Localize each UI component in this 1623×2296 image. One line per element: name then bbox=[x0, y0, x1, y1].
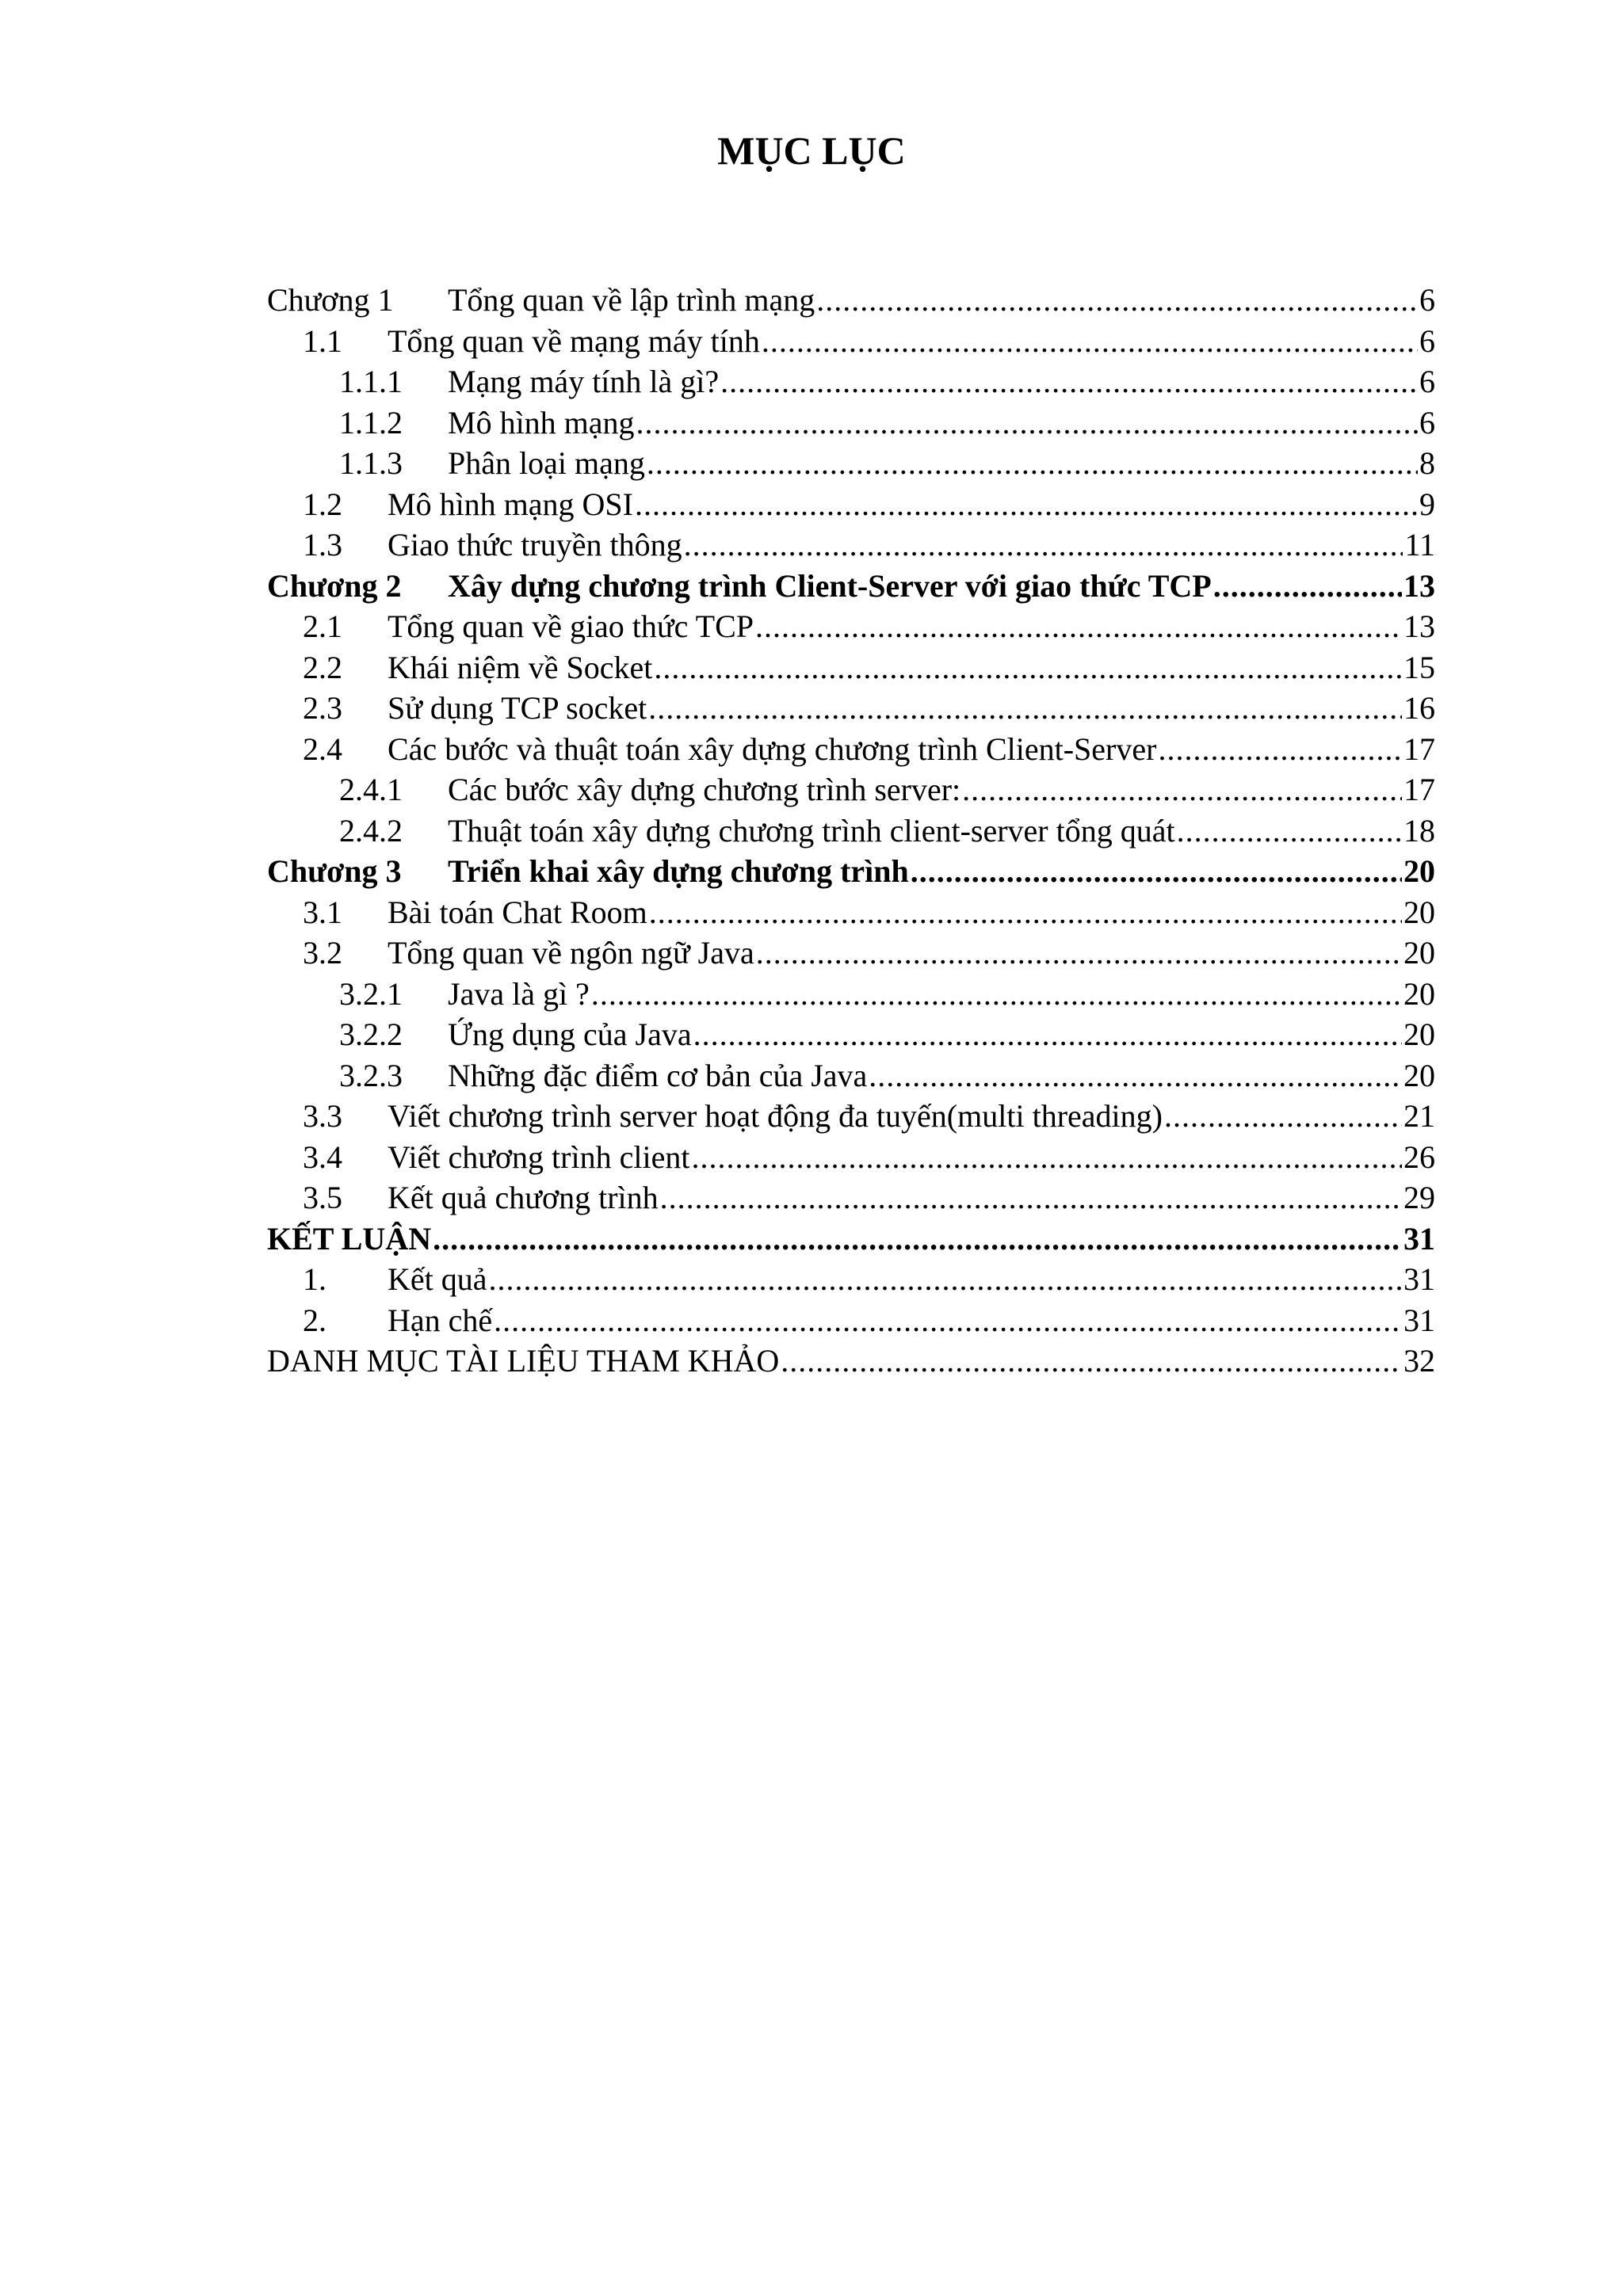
toc-entry-number: 2.1 bbox=[303, 608, 342, 644]
dot-leader bbox=[489, 1259, 1402, 1300]
toc-entry-title: Những đặc điểm cơ bản của Java bbox=[448, 1055, 869, 1097]
toc-entry-number: 3.2.3 bbox=[339, 1057, 403, 1093]
toc-entry[interactable] bbox=[267, 1096, 1435, 1137]
toc-entry-number: 1.2 bbox=[303, 486, 342, 522]
toc-entry-number: 2.4.2 bbox=[339, 812, 403, 849]
toc-entry-number: 1.1.1 bbox=[339, 364, 403, 399]
dot-leader bbox=[636, 402, 1418, 444]
dot-leader bbox=[755, 606, 1402, 647]
toc-entry-number: 1.1.2 bbox=[339, 404, 403, 441]
toc-entry-number: 2.3 bbox=[303, 690, 342, 726]
dot-leader bbox=[591, 974, 1402, 1015]
dot-leader bbox=[762, 321, 1418, 362]
toc-entry-page: 6 bbox=[1418, 361, 1435, 402]
toc-entry[interactable] bbox=[267, 1300, 1435, 1341]
dot-leader bbox=[660, 1177, 1402, 1219]
toc-entry-page: 9 bbox=[1418, 484, 1435, 525]
toc-entry-title: Viết chương trình client bbox=[388, 1137, 691, 1178]
toc-entry-title: DANH MỤC TÀI LIỆU THAM KHẢO bbox=[267, 1341, 781, 1382]
toc-entry-number: Chương 3 bbox=[267, 853, 402, 889]
toc-entry[interactable] bbox=[267, 443, 1435, 484]
toc-entry-number: 1.1 bbox=[303, 322, 342, 359]
dot-leader bbox=[781, 1341, 1402, 1382]
toc-entry-page: 18 bbox=[1402, 810, 1435, 852]
toc-entry-number: Chương 2 bbox=[267, 567, 402, 604]
toc-entry[interactable] bbox=[267, 892, 1435, 933]
dot-leader bbox=[693, 1014, 1402, 1055]
toc-entry[interactable] bbox=[267, 321, 1435, 362]
toc-entry-number: Chương 1 bbox=[267, 282, 394, 318]
toc-entry-number: 3.5 bbox=[303, 1180, 342, 1215]
toc-entry-page: 31 bbox=[1402, 1259, 1435, 1300]
dot-leader bbox=[869, 1055, 1402, 1097]
table-of-contents bbox=[267, 280, 1435, 1382]
toc-entry[interactable] bbox=[267, 1177, 1435, 1219]
toc-entry-page: 17 bbox=[1402, 769, 1435, 810]
toc-entry[interactable] bbox=[267, 688, 1435, 729]
toc-entry-title: Tổng quan về lập trình mạng bbox=[448, 280, 816, 321]
toc-entry-page: 13 bbox=[1402, 606, 1435, 647]
toc-entry-page: 20 bbox=[1402, 1055, 1435, 1097]
toc-entry-title: Mạng máy tính là gì? bbox=[448, 361, 720, 402]
toc-entry-page: 26 bbox=[1402, 1137, 1435, 1178]
toc-entry-page: 20 bbox=[1402, 851, 1435, 892]
toc-entry[interactable] bbox=[267, 1055, 1435, 1097]
toc-entry-title: Viết chương trình server hoạt động đa tuyến(multi threading) bbox=[388, 1096, 1164, 1137]
toc-entry-page: 21 bbox=[1402, 1096, 1435, 1137]
toc-entry[interactable] bbox=[267, 1219, 1435, 1260]
dot-leader bbox=[684, 524, 1403, 566]
toc-entry-page: 13 bbox=[1402, 566, 1435, 607]
toc-entry-title: Kết quả bbox=[388, 1259, 489, 1300]
toc-entry[interactable] bbox=[267, 280, 1435, 321]
toc-entry[interactable] bbox=[267, 851, 1435, 892]
toc-entry-title: Kết quả chương trình bbox=[388, 1177, 660, 1219]
toc-entry[interactable] bbox=[267, 524, 1435, 566]
toc-entry-number: 3.2.2 bbox=[339, 1016, 403, 1052]
toc-entry[interactable] bbox=[267, 810, 1435, 852]
toc-entry-page: 32 bbox=[1402, 1341, 1435, 1382]
toc-entry-page: 29 bbox=[1402, 1177, 1435, 1219]
toc-entry-number: 1.1.3 bbox=[339, 445, 403, 481]
toc-entry[interactable] bbox=[267, 566, 1435, 607]
toc-entry-title: Triển khai xây dựng chương trình bbox=[448, 851, 911, 892]
toc-entry-title: Phân loại mạng bbox=[448, 443, 647, 484]
toc-entry-page: 31 bbox=[1402, 1300, 1435, 1341]
toc-entry[interactable] bbox=[267, 933, 1435, 974]
toc-entry[interactable] bbox=[267, 647, 1435, 688]
dot-leader bbox=[433, 1219, 1402, 1260]
toc-entry-title: Tổng quan về ngôn ngữ Java bbox=[388, 933, 756, 974]
toc-entry-title: Các bước và thuật toán xây dựng chương trình Client-Server bbox=[388, 729, 1158, 770]
toc-entry-page: 8 bbox=[1418, 443, 1435, 484]
toc-entry-page: 6 bbox=[1418, 321, 1435, 362]
dot-leader bbox=[648, 688, 1402, 729]
toc-entry[interactable] bbox=[267, 606, 1435, 647]
toc-entry-title: Ứng dụng của Java bbox=[448, 1014, 693, 1055]
toc-entry[interactable] bbox=[267, 1014, 1435, 1055]
dot-leader bbox=[635, 484, 1418, 525]
toc-entry-title: Bài toán Chat Room bbox=[388, 892, 649, 933]
dot-leader bbox=[720, 361, 1418, 402]
toc-entry[interactable] bbox=[267, 729, 1435, 770]
toc-entry[interactable] bbox=[267, 402, 1435, 444]
toc-entry-title: Tổng quan về giao thức TCP bbox=[388, 606, 755, 647]
dot-leader bbox=[1164, 1096, 1402, 1137]
toc-entry-number: 2.2 bbox=[303, 649, 342, 685]
toc-entry[interactable] bbox=[267, 974, 1435, 1015]
toc-entry-number: 3.2.1 bbox=[339, 975, 403, 1012]
toc-entry-page: 11 bbox=[1403, 524, 1435, 566]
toc-entry-page: 31 bbox=[1402, 1219, 1435, 1260]
toc-entry-title: Mô hình mạng OSI bbox=[388, 484, 635, 525]
dot-leader bbox=[649, 892, 1402, 933]
dot-leader bbox=[911, 851, 1402, 892]
toc-entry-number: 3.4 bbox=[303, 1138, 342, 1175]
toc-entry[interactable] bbox=[267, 769, 1435, 810]
dot-leader bbox=[1213, 566, 1402, 607]
toc-entry-page: 20 bbox=[1402, 974, 1435, 1015]
dot-leader bbox=[1158, 729, 1402, 770]
toc-entry-title: Mô hình mạng bbox=[448, 402, 636, 444]
toc-entry-number: 3.3 bbox=[303, 1098, 342, 1134]
toc-entry-title: Thuật toán xây dựng chương trình client-server tổng quát bbox=[448, 810, 1177, 852]
dot-leader bbox=[1177, 810, 1402, 852]
toc-entry-number: 3.2 bbox=[303, 935, 342, 971]
toc-entry[interactable] bbox=[267, 1341, 1435, 1382]
dot-leader bbox=[494, 1300, 1402, 1341]
toc-entry-page: 16 bbox=[1402, 688, 1435, 729]
toc-entry-page: 20 bbox=[1402, 892, 1435, 933]
toc-entry-number: 2. bbox=[303, 1302, 327, 1338]
toc-entry-title: Hạn chế bbox=[388, 1300, 494, 1341]
toc-entry-title: Sử dụng TCP socket bbox=[388, 688, 648, 729]
toc-entry-title: KẾT LUẬN bbox=[267, 1219, 433, 1260]
dot-leader bbox=[816, 280, 1418, 321]
toc-entry-page: 15 bbox=[1402, 647, 1435, 688]
toc-entry[interactable] bbox=[267, 484, 1435, 525]
toc-entry[interactable] bbox=[267, 1259, 1435, 1300]
toc-entry-number: 2.4.1 bbox=[339, 772, 403, 807]
dot-leader bbox=[691, 1137, 1402, 1178]
toc-entry-page: 6 bbox=[1418, 402, 1435, 444]
toc-entry-title: Java là gì ? bbox=[448, 974, 591, 1015]
dot-leader bbox=[962, 769, 1402, 810]
toc-entry-title: Xây dựng chương trình Client-Server với giao thức TCP bbox=[448, 566, 1213, 607]
toc-entry-title: Giao thức truyền thông bbox=[388, 524, 684, 566]
toc-entry-number: 1. bbox=[303, 1261, 327, 1297]
toc-entry-number: 1.3 bbox=[303, 527, 342, 563]
dot-leader bbox=[756, 933, 1402, 974]
toc-entry-page: 20 bbox=[1402, 1014, 1435, 1055]
toc-entry-page: 6 bbox=[1418, 280, 1435, 321]
toc-entry-page: 17 bbox=[1402, 729, 1435, 770]
toc-entry[interactable] bbox=[267, 1137, 1435, 1178]
toc-entry[interactable] bbox=[267, 361, 1435, 402]
toc-entry-number: 2.4 bbox=[303, 730, 342, 767]
page-title: MỤC LỤC bbox=[717, 128, 906, 173]
toc-entry-number: 3.1 bbox=[303, 894, 342, 930]
toc-entry-title: Tổng quan về mạng máy tính bbox=[388, 321, 762, 362]
dot-leader bbox=[654, 647, 1402, 688]
toc-entry-title: Các bước xây dựng chương trình server: bbox=[448, 769, 962, 810]
dot-leader bbox=[647, 443, 1418, 484]
toc-entry-title: Khái niệm về Socket bbox=[388, 647, 654, 688]
toc-entry-page: 20 bbox=[1402, 933, 1435, 974]
